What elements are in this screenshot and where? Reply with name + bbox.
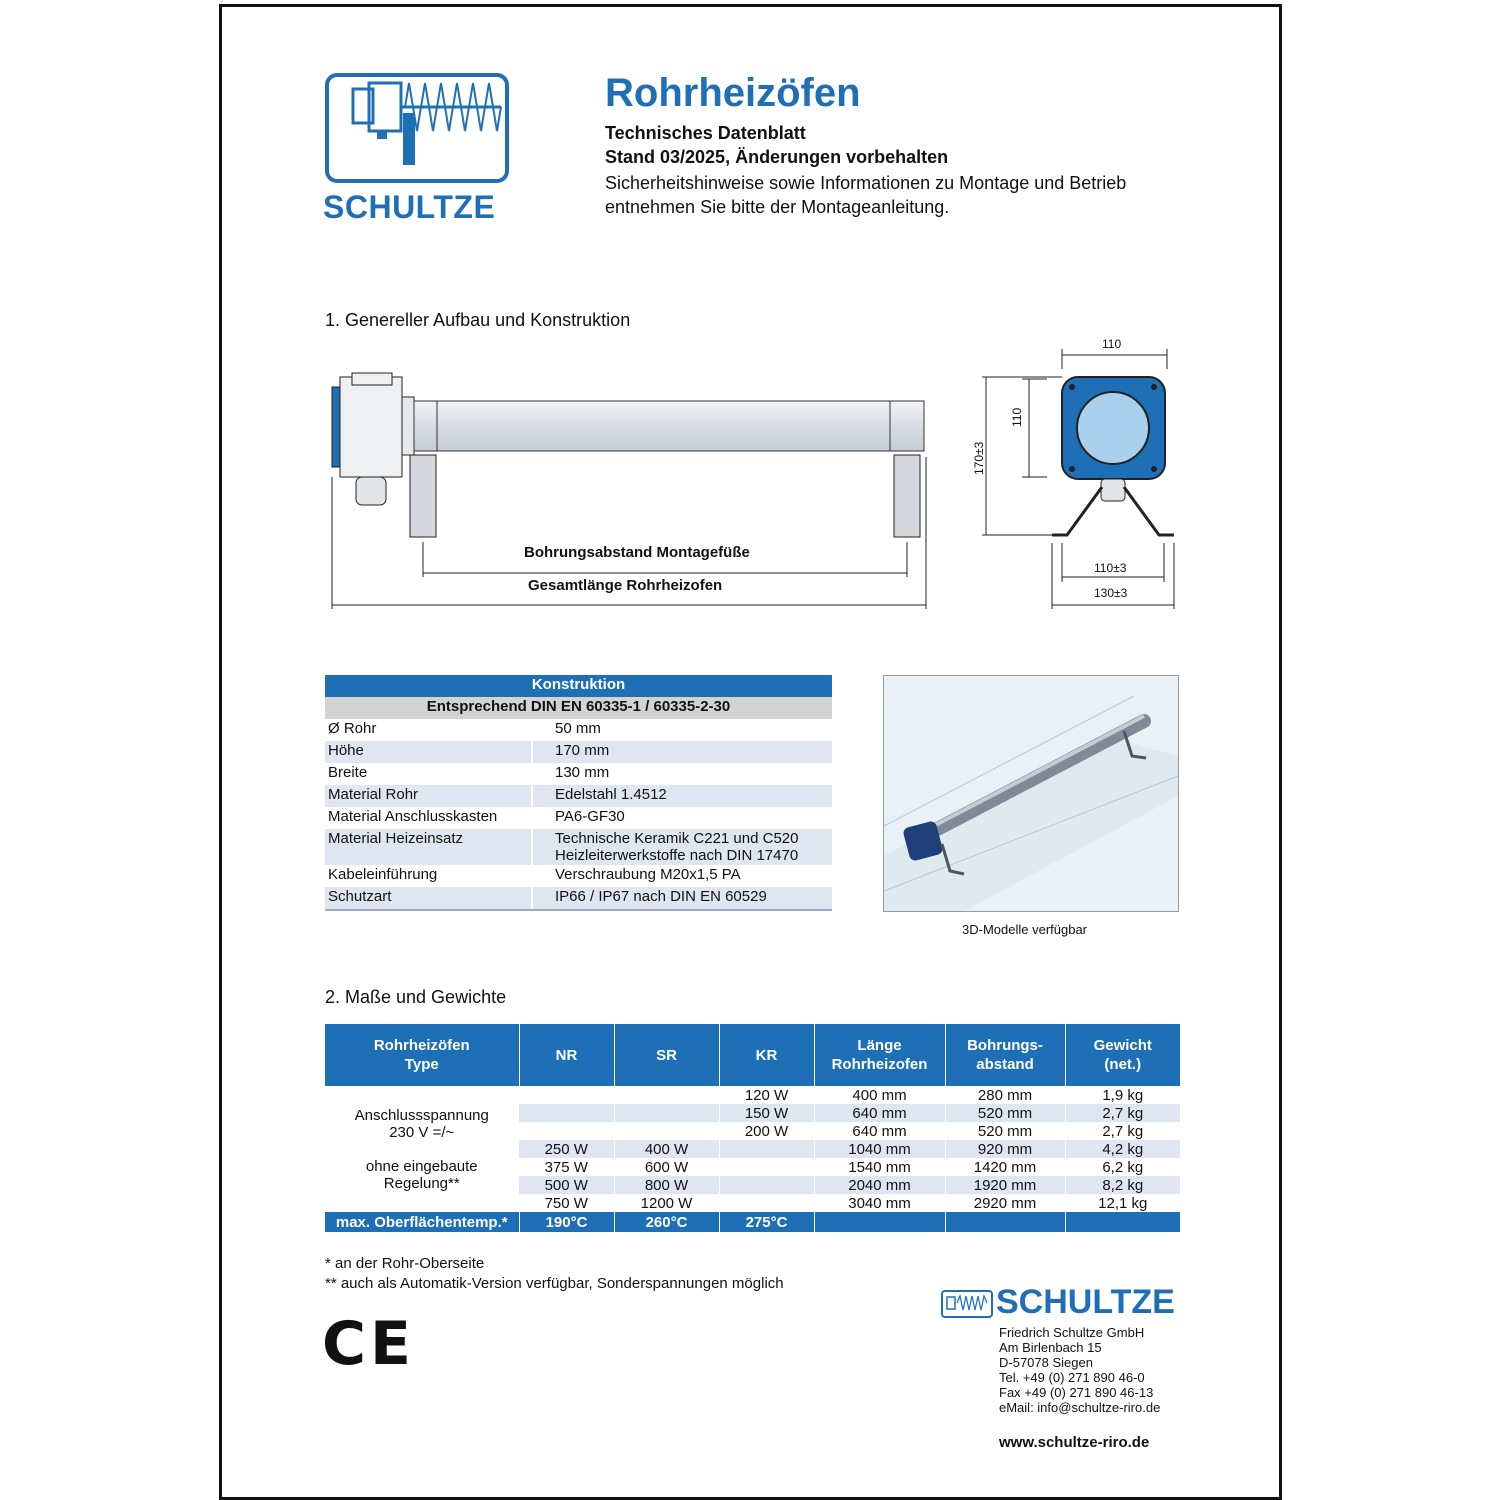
col-laenge-line1: Länge [857,1037,902,1054]
col-kr: KR [719,1024,814,1086]
table-row [325,887,832,910]
logo-wordmark: SCHULTZE [323,189,496,225]
cell-sr: 600 W [614,1158,719,1176]
subtitle-datasheet: Technisches Datenblatt [605,123,806,143]
type-voltage-label: Anschlussspannung [354,1106,489,1124]
row-value: 170 mm [532,741,832,763]
row-label: Breite [325,763,532,785]
cell-laenge: 1540 mm [814,1158,945,1176]
technical-drawing [322,337,1202,642]
cell-bohr: 1920 mm [945,1176,1065,1194]
dimensions-table [325,1024,1180,1232]
cell-bohr: 2920 mm [945,1194,1065,1212]
label-bohrungsabstand: Bohrungsabstand Montagefüße [524,544,750,561]
safety-note-line2: entnehmen Sie bitte der Montageanleitung. [605,197,950,217]
konstruktion-header: Konstruktion [325,675,832,697]
cell-bohr: 520 mm [945,1122,1065,1140]
konstruktion-table [325,675,832,911]
schultze-logo-icon [325,73,509,183]
row-value: 50 mm [555,720,601,737]
temp-empty [945,1212,1065,1232]
footnote-1: * an der Rohr-Oberseite [325,1255,485,1272]
label-gesamtlaenge: Gesamtlänge Rohrheizofen [528,577,723,594]
type-description [325,1086,519,1212]
company-website-link[interactable]: www.schultze-riro.de [999,1434,1150,1451]
company-phone: Tel. +49 (0) 271 890 46-0 [999,1370,1145,1385]
row-label: Schutzart [325,887,532,910]
col-bohrungsabstand [945,1024,1065,1086]
col-type [325,1024,519,1086]
col-bohr-line1: Bohrungs- [967,1037,1043,1054]
table-header-row [325,1024,1180,1086]
page-title: Rohrheizöfen [605,71,861,115]
cell-nr [519,1104,614,1122]
row-value: 130 mm [555,764,610,781]
company-email[interactable]: eMail: info@schultze-riro.de [999,1400,1161,1415]
row-label: Material Anschlusskasten [325,807,532,829]
table-row [325,807,832,829]
cell-nr [519,1086,614,1104]
model-caption: 3D-Modelle verfügbar [962,922,1088,937]
col-sr: SR [614,1024,719,1086]
footer-logo-wordmark: SCHULTZE [996,1283,1175,1321]
type-regulation-value: Regelung** [383,1174,460,1192]
cell-sr: 400 W [614,1140,719,1158]
cell-sr: 800 W [614,1176,719,1194]
row-value: PA6-GF30 [555,808,625,825]
cell-kr: 120 W [719,1086,814,1104]
schultze-small-logo-icon [941,1290,993,1318]
col-laenge [814,1024,945,1086]
section-2-heading: 2. Maße und Gewichte [325,987,507,1007]
col-gew-line2: (net.) [1104,1056,1142,1073]
table-row [325,785,832,807]
cell-bohr: 920 mm [945,1140,1065,1158]
company-city: D-57078 Siegen [999,1355,1093,1370]
company-name: Friedrich Schultze GmbH [999,1325,1145,1340]
table-row [325,1086,1180,1104]
datasheet-page [219,4,1282,1500]
cell-laenge: 1040 mm [814,1140,945,1158]
col-gew-line1: Gewicht [1093,1037,1152,1054]
row-label: Höhe [325,741,532,763]
row-label: Material Heizeinsatz [325,829,532,865]
cell-laenge: 400 mm [814,1086,945,1104]
cell-kr: 150 W [719,1104,814,1122]
row-label: Ø Rohr [325,719,532,741]
dim-foot-inner: 110±3 [1094,561,1127,575]
row-label: Kabeleinführung [325,865,532,887]
cell-nr: 375 W [544,1158,588,1176]
cell-bohr: 1420 mm [945,1158,1065,1176]
cell-laenge: 3040 mm [814,1194,945,1212]
table-row [325,719,832,741]
row-value-line1: Technische Keramik C221 und C520 [555,830,799,847]
dim-foot-outer: 130±3 [1094,586,1128,600]
col-bohr-line2: abstand [976,1056,1034,1073]
col-type-line1: Rohrheizöfen [373,1037,470,1054]
cell-sr: 1200 W [614,1194,719,1212]
cell-nr: 500 W [519,1176,614,1194]
row-value: Verschraubung M20x1,5 PA [555,866,741,883]
company-address [999,1325,1160,1415]
safety-note-line1: Sicherheitshinweise sowie Informationen zu Montage und Betrieb [605,173,1127,193]
table-row [325,829,832,865]
col-nr: NR [519,1024,614,1086]
cell-gewicht: 1,9 kg [1065,1086,1180,1104]
company-fax: Fax +49 (0) 271 890 46-13 [999,1385,1154,1400]
konstruktion-norm: Entsprechend DIN EN 60335-1 / 60335-2-30 [325,697,832,719]
cell-gewicht: 4,2 kg [1065,1140,1180,1158]
section-1-heading: 1. Genereller Aufbau und Konstruktion [325,310,631,330]
cell-laenge: 640 mm [814,1122,945,1140]
type-regulation-label: ohne eingebaute [365,1157,478,1175]
dim-top-width: 110 [1102,337,1122,351]
table-row [325,865,832,887]
cell-sr [614,1104,719,1122]
company-street: Am Birlenbach 15 [999,1340,1102,1355]
temp-label: max. Oberflächentemp.* [325,1212,519,1232]
cell-laenge: 640 mm [814,1104,945,1122]
cell-kr [719,1194,814,1212]
cell-nr: 250 W [519,1140,614,1158]
row-value: IP66 / IP67 nach DIN EN 60529 [532,887,832,910]
safety-note [605,171,1205,219]
cell-nr [519,1122,614,1140]
footnote-2: ** auch als Automatik-Version verfügbar, Sonderspannungen möglich [325,1275,784,1292]
subtitle-version: Stand 03/2025, Änderungen vorbehalten [605,147,949,167]
temperature-row [325,1212,1180,1232]
cell-bohr: 280 mm [945,1086,1065,1104]
row-value [532,829,832,865]
cell-gewicht: 12,1 kg [1065,1194,1180,1212]
3d-model-image [883,675,1179,912]
cell-gewicht: 8,2 kg [1065,1176,1180,1194]
cell-nr: 750 W [544,1194,588,1212]
cell-kr [719,1140,814,1158]
temp-kr: 275°C [719,1212,814,1232]
cell-gewicht: 6,2 kg [1065,1158,1180,1176]
cell-gewicht: 2,7 kg [1065,1122,1180,1140]
dim-total-height: 170±3 [972,441,986,475]
cell-gewicht: 2,7 kg [1065,1104,1180,1122]
cell-kr [719,1158,814,1176]
table-row [325,741,832,763]
temp-sr: 260°C [614,1212,719,1232]
dim-side-height: 110 [1010,407,1024,427]
cell-bohr: 520 mm [945,1104,1065,1122]
table-row [325,763,832,785]
cell-kr: 200 W [719,1122,814,1140]
row-value-line2: Heizleiterwerkstoffe nach DIN 17470 [555,847,799,864]
temp-nr: 190°C [519,1212,614,1232]
col-gewicht [1065,1024,1180,1086]
cell-sr [614,1086,719,1104]
temp-empty [814,1212,945,1232]
col-laenge-line2: Rohrheizofen [831,1056,928,1073]
type-voltage-value: 230 V =/~ [389,1123,455,1141]
col-type-line2: Type [404,1056,439,1073]
cell-sr [614,1122,719,1140]
cell-laenge: 2040 mm [814,1176,945,1194]
row-label: Material Rohr [325,785,532,807]
ce-mark: CE [322,1309,416,1379]
temp-empty [1065,1212,1180,1232]
cell-kr [719,1176,814,1194]
row-value: Edelstahl 1.4512 [532,785,832,807]
